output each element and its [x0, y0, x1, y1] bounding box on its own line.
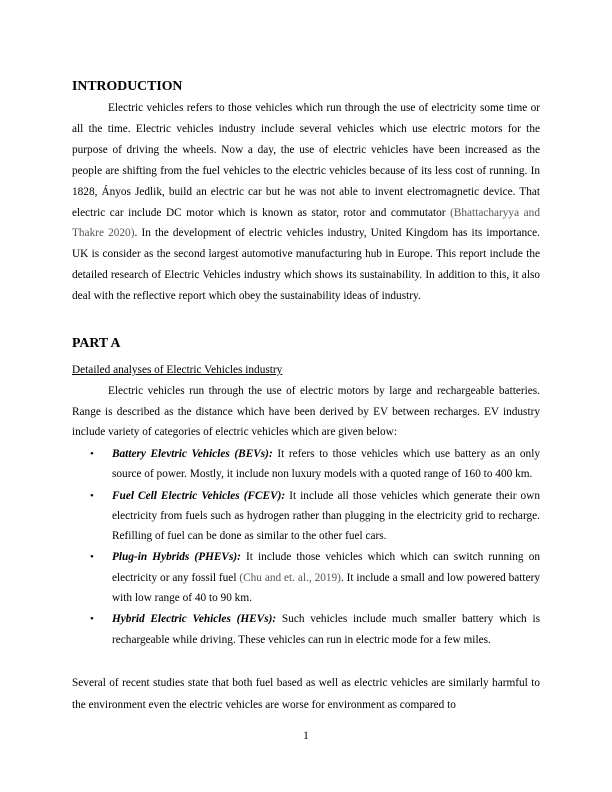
- list-item-text: It include those vehicles which which can switch running on electricity or any fossil fuel: [112, 551, 540, 584]
- list-item-term: Hybrid Electric Vehicles (HEVs):: [112, 613, 277, 626]
- bullet-icon: •: [90, 489, 94, 502]
- ev-category-list: [90, 444, 540, 651]
- intro-citation: (Bhattacharyya and Thakre 2020): [72, 206, 540, 240]
- bullet-icon: •: [90, 613, 94, 626]
- intro-text-part-1: Electric vehicles refers to those vehicles which run through the use of electricity some time or all the time. Electric vehicles industry include several vehicles which use electric motors for the purpose of driving the wheels. Now a day, the use of electric vehicles have been increased as the people are shifting from the fuel vehicles to the electric vehicles because of its less cost of running. In 1828, Ányos Jedlik, build an electric car but he was not able to invent electromagnetic device. That electric car include DC motor which is known as stator, rotor and commutator: [72, 102, 540, 219]
- list-item-term: Battery Elevtric Vehicles (BEVs):: [112, 448, 273, 460]
- part-a-subheading: Detailed analyses of Electric Vehicles industry: [72, 364, 283, 376]
- list-item: [90, 547, 540, 608]
- list-item-text: It refers to those vehicles which use battery as an only source of power. Mostly, it include non luxury models with a quoted range of 160 to 400 km.: [112, 448, 540, 481]
- bullet-icon: •: [90, 448, 94, 460]
- ev-intro-paragraph: Electric vehicles run through the use of electric motors by large and rechargeable batteries. Range is described as the distance which have been derived by EV between recharges. EV industry include variety of categories of electric vehicles which are given below:: [72, 385, 540, 438]
- list-item-text: It include all those vehicles which generate their own electricity from fuels such as hydrogen rather than plugging in the electricity grid to recharge. Refilling of fuel can be done as similar to the other fuel cars.: [112, 489, 540, 543]
- bullet-icon: •: [90, 551, 94, 564]
- list-item-text-after: . It include a small and low powered battery with low range of 40 to 90 km.: [112, 571, 540, 605]
- list-item: [90, 444, 540, 485]
- page-number: 1: [303, 730, 309, 742]
- list-item-term: Plug-in Hybrids (PHEVs):: [112, 551, 241, 564]
- introduction-paragraph: [72, 98, 540, 307]
- part-a-heading: PART A: [72, 335, 121, 350]
- list-item: [90, 486, 540, 547]
- list-item-text: Such vehicles include much smaller battery which is rechargeable while driving. These vehicles can run in electric mode for a few miles.: [112, 613, 540, 646]
- list-item-citation: (Chu and et. al., 2019): [239, 571, 341, 584]
- intro-text-part-2: . In the development of electric vehicles industry, United Kingdom has its importance. UK is consider as the second largest automotive manufacturing hub in Europe. This report include the detailed research of Electric Vehicles industry which shows its sustainability. In addition to this, it also deal with the reflective report which obey the sustainability ideas of industry.: [72, 227, 540, 303]
- list-item: [90, 609, 540, 650]
- list-item-term: Fuel Cell Electric Vehicles (FCEV):: [112, 489, 286, 502]
- introduction-heading: INTRODUCTION: [72, 78, 183, 93]
- closing-paragraph: Several of recent studies state that both fuel based as well as electric vehicles are similarly harmful to the environment even the electric vehicles are worse for environment as compared to: [72, 677, 540, 711]
